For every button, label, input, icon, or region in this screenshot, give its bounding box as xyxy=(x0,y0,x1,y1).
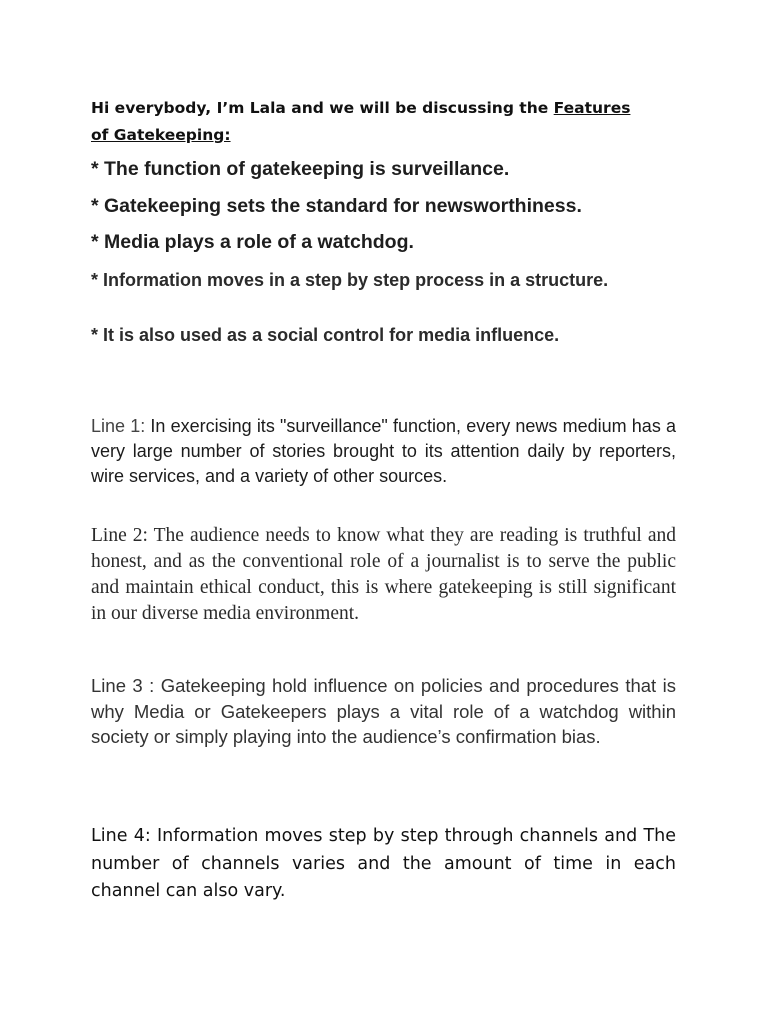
line-2-text: The audience needs to know what they are reading is truthful and honest, and as the conventional role of a journalist is to serve the public and maintain ethical conduct, this is where gatekeeping is still significant in our diverse media environment. xyxy=(91,525,676,624)
line-3-text: Gatekeeping hold influence on policies and procedures that is why Media or Gatekeepers plays a vital role of a watchdog within society or simply playing into the audience’s confirmation bias. xyxy=(91,675,676,747)
line-1-paragraph xyxy=(91,414,676,489)
line-1-text: In exercising its "surveillance" function, every news medium has a very large number of stories brought to its attention daily by reporters, wire services, and a variety of other sources. xyxy=(91,416,677,486)
bullet-newsworthiness: * Gatekeeping sets the standard for newsworthiness. xyxy=(91,195,582,217)
line-3-label: Line 3 : xyxy=(91,675,155,696)
features-of-gatekeeping-link[interactable]: Features of Gatekeeping: xyxy=(91,99,631,144)
intro-text: Hi everybody, I’m Lala and we will be discussing the xyxy=(91,99,554,117)
bullet-step-by-step: * Information moves in a step by step process in a structure. xyxy=(91,270,609,290)
line-4-label: Line 4: xyxy=(91,826,151,846)
line-1-label: Line 1: xyxy=(91,416,146,436)
bullet-social-control: * It is also used as a social control for media influence. xyxy=(91,325,560,345)
intro-heading xyxy=(91,95,651,149)
line-4-paragraph xyxy=(91,823,676,906)
line-2-label: Line 2: xyxy=(91,525,148,546)
line-4-text: Information moves step by step through channels and The number of channels varies and the amount of time in each channel can also vary. xyxy=(91,826,676,901)
line-3-paragraph xyxy=(91,673,676,750)
line-2-paragraph xyxy=(91,523,676,627)
bullet-surveillance: * The function of gatekeeping is surveillance. xyxy=(91,158,510,180)
bullet-watchdog: * Media plays a role of a watchdog. xyxy=(91,231,414,253)
